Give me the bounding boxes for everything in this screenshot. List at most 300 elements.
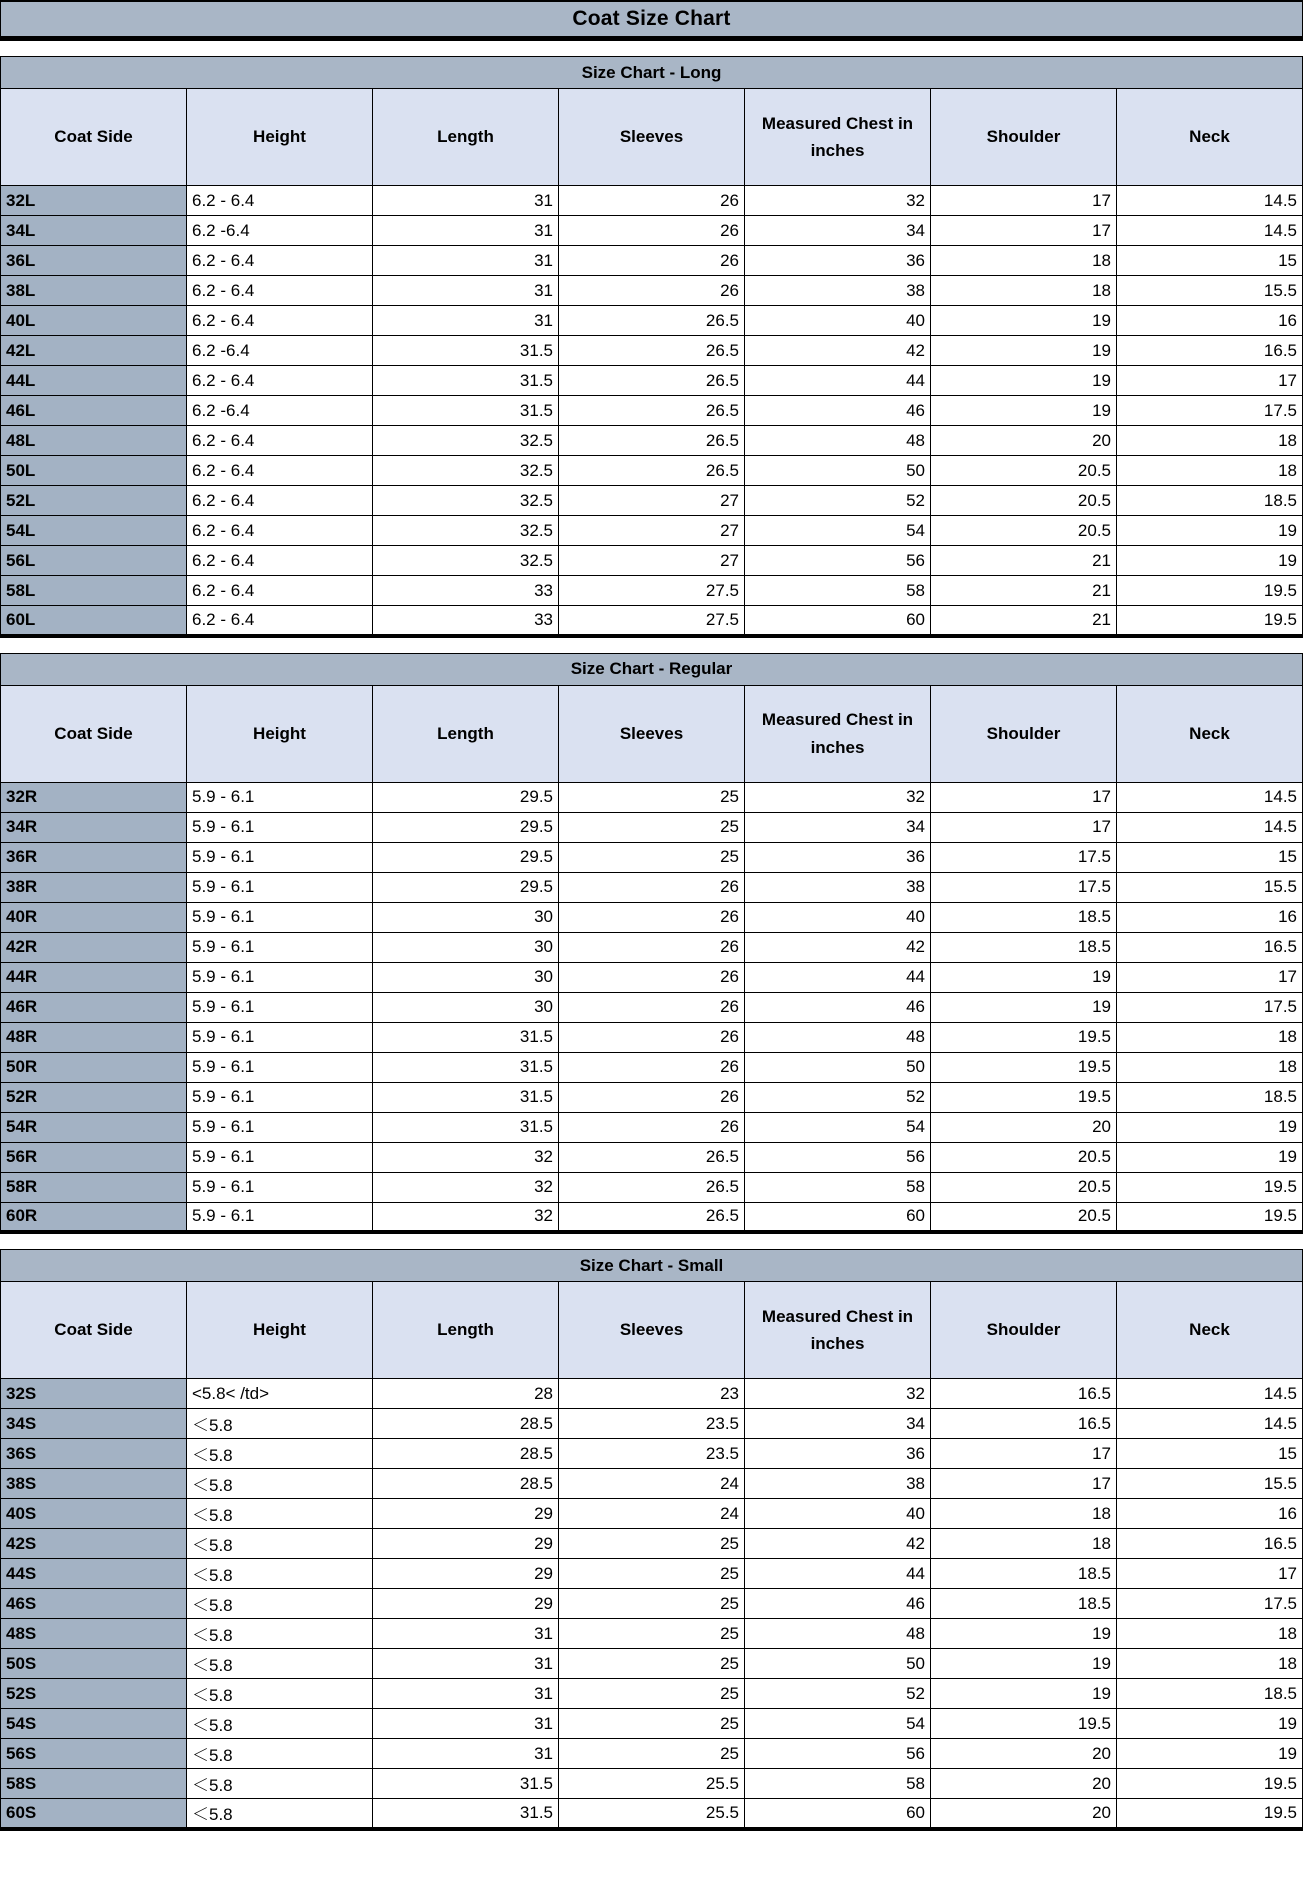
cell-length: 28.5 (373, 1439, 559, 1469)
coat-size-label: 32R (1, 782, 187, 812)
coat-size-label: 34L (1, 216, 187, 246)
table-row-60s (1, 1799, 1303, 1829)
cell-height: ＜5.8 (187, 1439, 373, 1469)
cell-sleeves: 25 (559, 1709, 745, 1739)
cell-neck: 18 (1117, 1052, 1303, 1082)
column-header-coat-side: Coat Side (1, 685, 187, 782)
cell-sleeves: 25 (559, 1559, 745, 1589)
coat-size-label: 52L (1, 486, 187, 516)
cell-shoulder: 19.5 (931, 1709, 1117, 1739)
cell-shoulder: 19 (931, 366, 1117, 396)
coat-size-label: 38L (1, 276, 187, 306)
cell-shoulder: 19 (931, 396, 1117, 426)
cell-shoulder: 21 (931, 606, 1117, 636)
cell-neck: 17 (1117, 962, 1303, 992)
section-title: Size Chart - Regular (1, 653, 1303, 685)
cell-neck: 16 (1117, 1499, 1303, 1529)
cell-neck: 15.5 (1117, 1469, 1303, 1499)
coat-size-label: 48L (1, 426, 187, 456)
cell-length: 33 (373, 606, 559, 636)
cell-neck: 17 (1117, 1559, 1303, 1589)
cell-shoulder: 19.5 (931, 1082, 1117, 1112)
cell-shoulder: 21 (931, 546, 1117, 576)
cell-length: 32.5 (373, 426, 559, 456)
cell-shoulder: 20.5 (931, 1172, 1117, 1202)
cell-height: ＜5.8 (187, 1529, 373, 1559)
cell-sleeves: 26 (559, 962, 745, 992)
cell-neck: 19.5 (1117, 1799, 1303, 1829)
cell-length: 31.5 (373, 1112, 559, 1142)
cell-measured-chest-in-inches: 38 (745, 1469, 931, 1499)
cell-shoulder: 19 (931, 1679, 1117, 1709)
cell-neck: 15 (1117, 246, 1303, 276)
column-header-height: Height (187, 685, 373, 782)
table-row-38s (1, 1469, 1303, 1499)
coat-size-label: 46L (1, 396, 187, 426)
cell-length: 31 (373, 1649, 559, 1679)
column-header-shoulder: Shoulder (931, 1282, 1117, 1379)
cell-height: 5.9 - 6.1 (187, 1022, 373, 1052)
cell-shoulder: 17.5 (931, 842, 1117, 872)
cell-sleeves: 26 (559, 216, 745, 246)
cell-length: 29.5 (373, 812, 559, 842)
cell-shoulder: 18.5 (931, 932, 1117, 962)
cell-height: 6.2 - 6.4 (187, 516, 373, 546)
column-header-length: Length (373, 1282, 559, 1379)
cell-height: 6.2 - 6.4 (187, 546, 373, 576)
cell-sleeves: 24 (559, 1499, 745, 1529)
cell-shoulder: 17 (931, 1439, 1117, 1469)
cell-measured-chest-in-inches: 54 (745, 1709, 931, 1739)
coat-size-label: 60S (1, 1799, 187, 1829)
table-row-58s (1, 1769, 1303, 1799)
coat-size-label: 34R (1, 812, 187, 842)
cell-measured-chest-in-inches: 40 (745, 902, 931, 932)
coat-size-label: 36L (1, 246, 187, 276)
cell-sleeves: 26.5 (559, 1142, 745, 1172)
cell-neck: 14.5 (1117, 216, 1303, 246)
coat-size-label: 46R (1, 992, 187, 1022)
cell-measured-chest-in-inches: 54 (745, 1112, 931, 1142)
table-row-34r (1, 812, 1303, 842)
cell-height: 6.2 - 6.4 (187, 276, 373, 306)
cell-measured-chest-in-inches: 34 (745, 812, 931, 842)
cell-neck: 19 (1117, 516, 1303, 546)
cell-sleeves: 26.5 (559, 396, 745, 426)
coat-size-label: 32S (1, 1379, 187, 1409)
cell-length: 31 (373, 1679, 559, 1709)
cell-shoulder: 18 (931, 276, 1117, 306)
cell-measured-chest-in-inches: 60 (745, 1799, 931, 1829)
table-row-50l (1, 456, 1303, 486)
cell-sleeves: 23.5 (559, 1439, 745, 1469)
cell-neck: 14.5 (1117, 812, 1303, 842)
cell-sleeves: 26 (559, 1112, 745, 1142)
cell-measured-chest-in-inches: 58 (745, 576, 931, 606)
coat-size-label: 38S (1, 1469, 187, 1499)
cell-length: 29.5 (373, 782, 559, 812)
table-row-44s (1, 1559, 1303, 1589)
column-header-sleeves: Sleeves (559, 685, 745, 782)
cell-neck: 19.5 (1117, 606, 1303, 636)
cell-sleeves: 26 (559, 902, 745, 932)
cell-length: 32.5 (373, 516, 559, 546)
cell-length: 31.5 (373, 1082, 559, 1112)
cell-length: 31 (373, 216, 559, 246)
coat-size-label: 54S (1, 1709, 187, 1739)
cell-neck: 18 (1117, 1649, 1303, 1679)
coat-size-label: 58L (1, 576, 187, 606)
cell-height: 6.2 - 6.4 (187, 306, 373, 336)
cell-shoulder: 18 (931, 1499, 1117, 1529)
column-header-length: Length (373, 685, 559, 782)
cell-height: 5.9 - 6.1 (187, 992, 373, 1022)
cell-sleeves: 26.5 (559, 456, 745, 486)
cell-neck: 14.5 (1117, 1379, 1303, 1409)
cell-measured-chest-in-inches: 56 (745, 1142, 931, 1172)
size-table-regular (0, 653, 1303, 1235)
cell-height: ＜5.8 (187, 1589, 373, 1619)
table-row-60l (1, 606, 1303, 636)
cell-shoulder: 17 (931, 812, 1117, 842)
cell-measured-chest-in-inches: 42 (745, 336, 931, 366)
cell-length: 31 (373, 186, 559, 216)
table-row-50r (1, 1052, 1303, 1082)
cell-height: 5.9 - 6.1 (187, 872, 373, 902)
cell-height: 6.2 -6.4 (187, 336, 373, 366)
cell-shoulder: 18 (931, 246, 1117, 276)
cell-neck: 19 (1117, 1709, 1303, 1739)
cell-sleeves: 25.5 (559, 1799, 745, 1829)
cell-shoulder: 20.5 (931, 1142, 1117, 1172)
cell-sleeves: 27.5 (559, 576, 745, 606)
size-table-long (0, 56, 1303, 638)
coat-size-label: 50L (1, 456, 187, 486)
cell-height: 6.2 - 6.4 (187, 486, 373, 516)
cell-measured-chest-in-inches: 36 (745, 1439, 931, 1469)
cell-measured-chest-in-inches: 36 (745, 246, 931, 276)
cell-height: ＜5.8 (187, 1679, 373, 1709)
cell-measured-chest-in-inches: 32 (745, 1379, 931, 1409)
size-table-small (0, 1249, 1303, 1831)
cell-measured-chest-in-inches: 34 (745, 1409, 931, 1439)
column-header-sleeves: Sleeves (559, 89, 745, 186)
cell-sleeves: 25 (559, 1679, 745, 1709)
table-row-58r (1, 1172, 1303, 1202)
cell-length: 29.5 (373, 872, 559, 902)
coat-size-label: 60R (1, 1202, 187, 1232)
column-header-height: Height (187, 89, 373, 186)
cell-sleeves: 25 (559, 812, 745, 842)
cell-height: ＜5.8 (187, 1799, 373, 1829)
table-row-38r (1, 872, 1303, 902)
cell-measured-chest-in-inches: 56 (745, 546, 931, 576)
cell-shoulder: 18.5 (931, 902, 1117, 932)
cell-height: 6.2 - 6.4 (187, 576, 373, 606)
cell-height: ＜5.8 (187, 1559, 373, 1589)
cell-height: 5.9 - 6.1 (187, 782, 373, 812)
cell-sleeves: 26.5 (559, 336, 745, 366)
table-row-54s (1, 1709, 1303, 1739)
cell-measured-chest-in-inches: 58 (745, 1769, 931, 1799)
cell-sleeves: 27 (559, 516, 745, 546)
section-title: Size Chart - Long (1, 57, 1303, 89)
cell-sleeves: 27 (559, 546, 745, 576)
coat-size-label: 42S (1, 1529, 187, 1559)
cell-sleeves: 26 (559, 1082, 745, 1112)
cell-sleeves: 23.5 (559, 1409, 745, 1439)
cell-sleeves: 26 (559, 1052, 745, 1082)
cell-shoulder: 18 (931, 1529, 1117, 1559)
coat-size-label: 36S (1, 1439, 187, 1469)
cell-shoulder: 18.5 (931, 1559, 1117, 1589)
coat-size-label: 44S (1, 1559, 187, 1589)
table-row-34s (1, 1409, 1303, 1439)
table-row-40l (1, 306, 1303, 336)
cell-measured-chest-in-inches: 54 (745, 516, 931, 546)
cell-height: 6.2 -6.4 (187, 216, 373, 246)
cell-length: 29 (373, 1499, 559, 1529)
cell-length: 33 (373, 576, 559, 606)
cell-height: 5.9 - 6.1 (187, 812, 373, 842)
cell-sleeves: 26.5 (559, 1202, 745, 1232)
cell-shoulder: 17 (931, 1469, 1117, 1499)
cell-measured-chest-in-inches: 46 (745, 992, 931, 1022)
cell-length: 31 (373, 1619, 559, 1649)
cell-height: 5.9 - 6.1 (187, 932, 373, 962)
cell-length: 31.5 (373, 1799, 559, 1829)
cell-measured-chest-in-inches: 38 (745, 276, 931, 306)
cell-sleeves: 25 (559, 1649, 745, 1679)
cell-measured-chest-in-inches: 50 (745, 1649, 931, 1679)
cell-sleeves: 25 (559, 1589, 745, 1619)
cell-neck: 17 (1117, 366, 1303, 396)
cell-length: 29 (373, 1589, 559, 1619)
cell-measured-chest-in-inches: 34 (745, 216, 931, 246)
table-row-44r (1, 962, 1303, 992)
cell-length: 31.5 (373, 366, 559, 396)
cell-neck: 19.5 (1117, 1769, 1303, 1799)
cell-height: 6.2 -6.4 (187, 396, 373, 426)
page-title: Coat Size Chart (0, 0, 1303, 41)
cell-neck: 17.5 (1117, 396, 1303, 426)
cell-length: 32.5 (373, 486, 559, 516)
cell-sleeves: 26.5 (559, 366, 745, 396)
cell-measured-chest-in-inches: 44 (745, 366, 931, 396)
cell-sleeves: 27.5 (559, 606, 745, 636)
cell-neck: 15.5 (1117, 276, 1303, 306)
coat-size-label: 54L (1, 516, 187, 546)
cell-height: ＜5.8 (187, 1499, 373, 1529)
cell-height: 6.2 - 6.4 (187, 186, 373, 216)
cell-measured-chest-in-inches: 60 (745, 606, 931, 636)
cell-length: 32 (373, 1172, 559, 1202)
cell-neck: 15 (1117, 1439, 1303, 1469)
cell-length: 30 (373, 932, 559, 962)
cell-length: 31.5 (373, 396, 559, 426)
cell-sleeves: 25.5 (559, 1769, 745, 1799)
cell-shoulder: 19 (931, 962, 1117, 992)
cell-shoulder: 19.5 (931, 1052, 1117, 1082)
coat-size-label: 36R (1, 842, 187, 872)
size-chart-section-long (0, 56, 1303, 638)
cell-height: ＜5.8 (187, 1739, 373, 1769)
coat-size-label: 42R (1, 932, 187, 962)
coat-size-label: 46S (1, 1589, 187, 1619)
table-row-32r (1, 782, 1303, 812)
coat-size-label: 44L (1, 366, 187, 396)
cell-measured-chest-in-inches: 50 (745, 456, 931, 486)
cell-length: 28.5 (373, 1469, 559, 1499)
cell-measured-chest-in-inches: 46 (745, 1589, 931, 1619)
cell-sleeves: 25 (559, 842, 745, 872)
column-header-height: Height (187, 1282, 373, 1379)
cell-neck: 18.5 (1117, 1082, 1303, 1112)
cell-length: 29.5 (373, 842, 559, 872)
cell-shoulder: 20.5 (931, 456, 1117, 486)
cell-shoulder: 19 (931, 1619, 1117, 1649)
cell-sleeves: 26 (559, 992, 745, 1022)
cell-measured-chest-in-inches: 38 (745, 872, 931, 902)
cell-shoulder: 17 (931, 782, 1117, 812)
cell-measured-chest-in-inches: 44 (745, 1559, 931, 1589)
coat-size-label: 38R (1, 872, 187, 902)
cell-measured-chest-in-inches: 40 (745, 1499, 931, 1529)
cell-measured-chest-in-inches: 52 (745, 1082, 931, 1112)
cell-height: ＜5.8 (187, 1709, 373, 1739)
cell-sleeves: 25 (559, 1739, 745, 1769)
cell-shoulder: 19 (931, 992, 1117, 1022)
cell-sleeves: 26 (559, 276, 745, 306)
size-chart-section-small (0, 1249, 1303, 1831)
cell-shoulder: 18.5 (931, 1589, 1117, 1619)
table-row-50s (1, 1649, 1303, 1679)
cell-neck: 16 (1117, 902, 1303, 932)
cell-measured-chest-in-inches: 50 (745, 1052, 931, 1082)
table-row-36l (1, 246, 1303, 276)
table-row-56l (1, 546, 1303, 576)
cell-shoulder: 20.5 (931, 1202, 1117, 1232)
cell-neck: 18.5 (1117, 1679, 1303, 1709)
cell-shoulder: 16.5 (931, 1379, 1117, 1409)
cell-measured-chest-in-inches: 36 (745, 842, 931, 872)
coat-size-label: 48R (1, 1022, 187, 1052)
coat-size-label: 56R (1, 1142, 187, 1172)
cell-shoulder: 20 (931, 1112, 1117, 1142)
coat-size-label: 56S (1, 1739, 187, 1769)
cell-measured-chest-in-inches: 48 (745, 426, 931, 456)
table-row-44l (1, 366, 1303, 396)
cell-length: 31 (373, 246, 559, 276)
cell-neck: 18.5 (1117, 486, 1303, 516)
cell-sleeves: 25 (559, 1529, 745, 1559)
coat-size-label: 40S (1, 1499, 187, 1529)
cell-height: 6.2 - 6.4 (187, 246, 373, 276)
cell-sleeves: 25 (559, 1619, 745, 1649)
cell-height: 5.9 - 6.1 (187, 1142, 373, 1172)
cell-neck: 16.5 (1117, 1529, 1303, 1559)
cell-height: 5.9 - 6.1 (187, 1202, 373, 1232)
table-row-36s (1, 1439, 1303, 1469)
column-header-length: Length (373, 89, 559, 186)
table-row-38l (1, 276, 1303, 306)
cell-length: 28.5 (373, 1409, 559, 1439)
cell-length: 32 (373, 1142, 559, 1172)
cell-measured-chest-in-inches: 42 (745, 932, 931, 962)
cell-measured-chest-in-inches: 48 (745, 1022, 931, 1052)
table-row-60r (1, 1202, 1303, 1232)
column-header-shoulder: Shoulder (931, 685, 1117, 782)
cell-height: ＜5.8 (187, 1649, 373, 1679)
cell-neck: 16 (1117, 306, 1303, 336)
table-row-46s (1, 1589, 1303, 1619)
table-row-56s (1, 1739, 1303, 1769)
cell-shoulder: 19 (931, 336, 1117, 366)
table-row-54l (1, 516, 1303, 546)
column-header-sleeves: Sleeves (559, 1282, 745, 1379)
coat-size-label: 40R (1, 902, 187, 932)
cell-neck: 19.5 (1117, 576, 1303, 606)
cell-sleeves: 26.5 (559, 426, 745, 456)
cell-neck: 15 (1117, 842, 1303, 872)
column-header-measured-chest-in-inches: Measured Chest in inches (745, 685, 931, 782)
cell-length: 30 (373, 992, 559, 1022)
cell-height: 6.2 - 6.4 (187, 606, 373, 636)
table-row-46l (1, 396, 1303, 426)
table-row-34l (1, 216, 1303, 246)
cell-shoulder: 20 (931, 426, 1117, 456)
table-row-40r (1, 902, 1303, 932)
cell-measured-chest-in-inches: 60 (745, 1202, 931, 1232)
cell-measured-chest-in-inches: 52 (745, 1679, 931, 1709)
cell-measured-chest-in-inches: 58 (745, 1172, 931, 1202)
cell-height: 5.9 - 6.1 (187, 1082, 373, 1112)
cell-sleeves: 24 (559, 1469, 745, 1499)
column-header-neck: Neck (1117, 1282, 1303, 1379)
coat-size-label: 34S (1, 1409, 187, 1439)
table-row-58l (1, 576, 1303, 606)
cell-shoulder: 17.5 (931, 872, 1117, 902)
table-row-52r (1, 1082, 1303, 1112)
cell-height: <5.8< /td> (187, 1379, 373, 1409)
cell-measured-chest-in-inches: 44 (745, 962, 931, 992)
cell-neck: 14.5 (1117, 782, 1303, 812)
column-header-measured-chest-in-inches: Measured Chest in inches (745, 89, 931, 186)
coat-size-label: 50S (1, 1649, 187, 1679)
table-row-42r (1, 932, 1303, 962)
cell-measured-chest-in-inches: 42 (745, 1529, 931, 1559)
size-chart-section-regular (0, 653, 1303, 1235)
cell-length: 29 (373, 1529, 559, 1559)
column-header-neck: Neck (1117, 685, 1303, 782)
cell-height: ＜5.8 (187, 1469, 373, 1499)
cell-shoulder: 17 (931, 216, 1117, 246)
cell-neck: 19 (1117, 1739, 1303, 1769)
cell-measured-chest-in-inches: 32 (745, 186, 931, 216)
cell-length: 31 (373, 1709, 559, 1739)
cell-sleeves: 26 (559, 186, 745, 216)
table-row-54r (1, 1112, 1303, 1142)
cell-neck: 16.5 (1117, 336, 1303, 366)
coat-size-label: 58R (1, 1172, 187, 1202)
cell-length: 31 (373, 1739, 559, 1769)
coat-size-label: 60L (1, 606, 187, 636)
cell-measured-chest-in-inches: 52 (745, 486, 931, 516)
cell-neck: 18 (1117, 1619, 1303, 1649)
column-header-coat-side: Coat Side (1, 89, 187, 186)
table-row-48r (1, 1022, 1303, 1052)
cell-height: ＜5.8 (187, 1769, 373, 1799)
